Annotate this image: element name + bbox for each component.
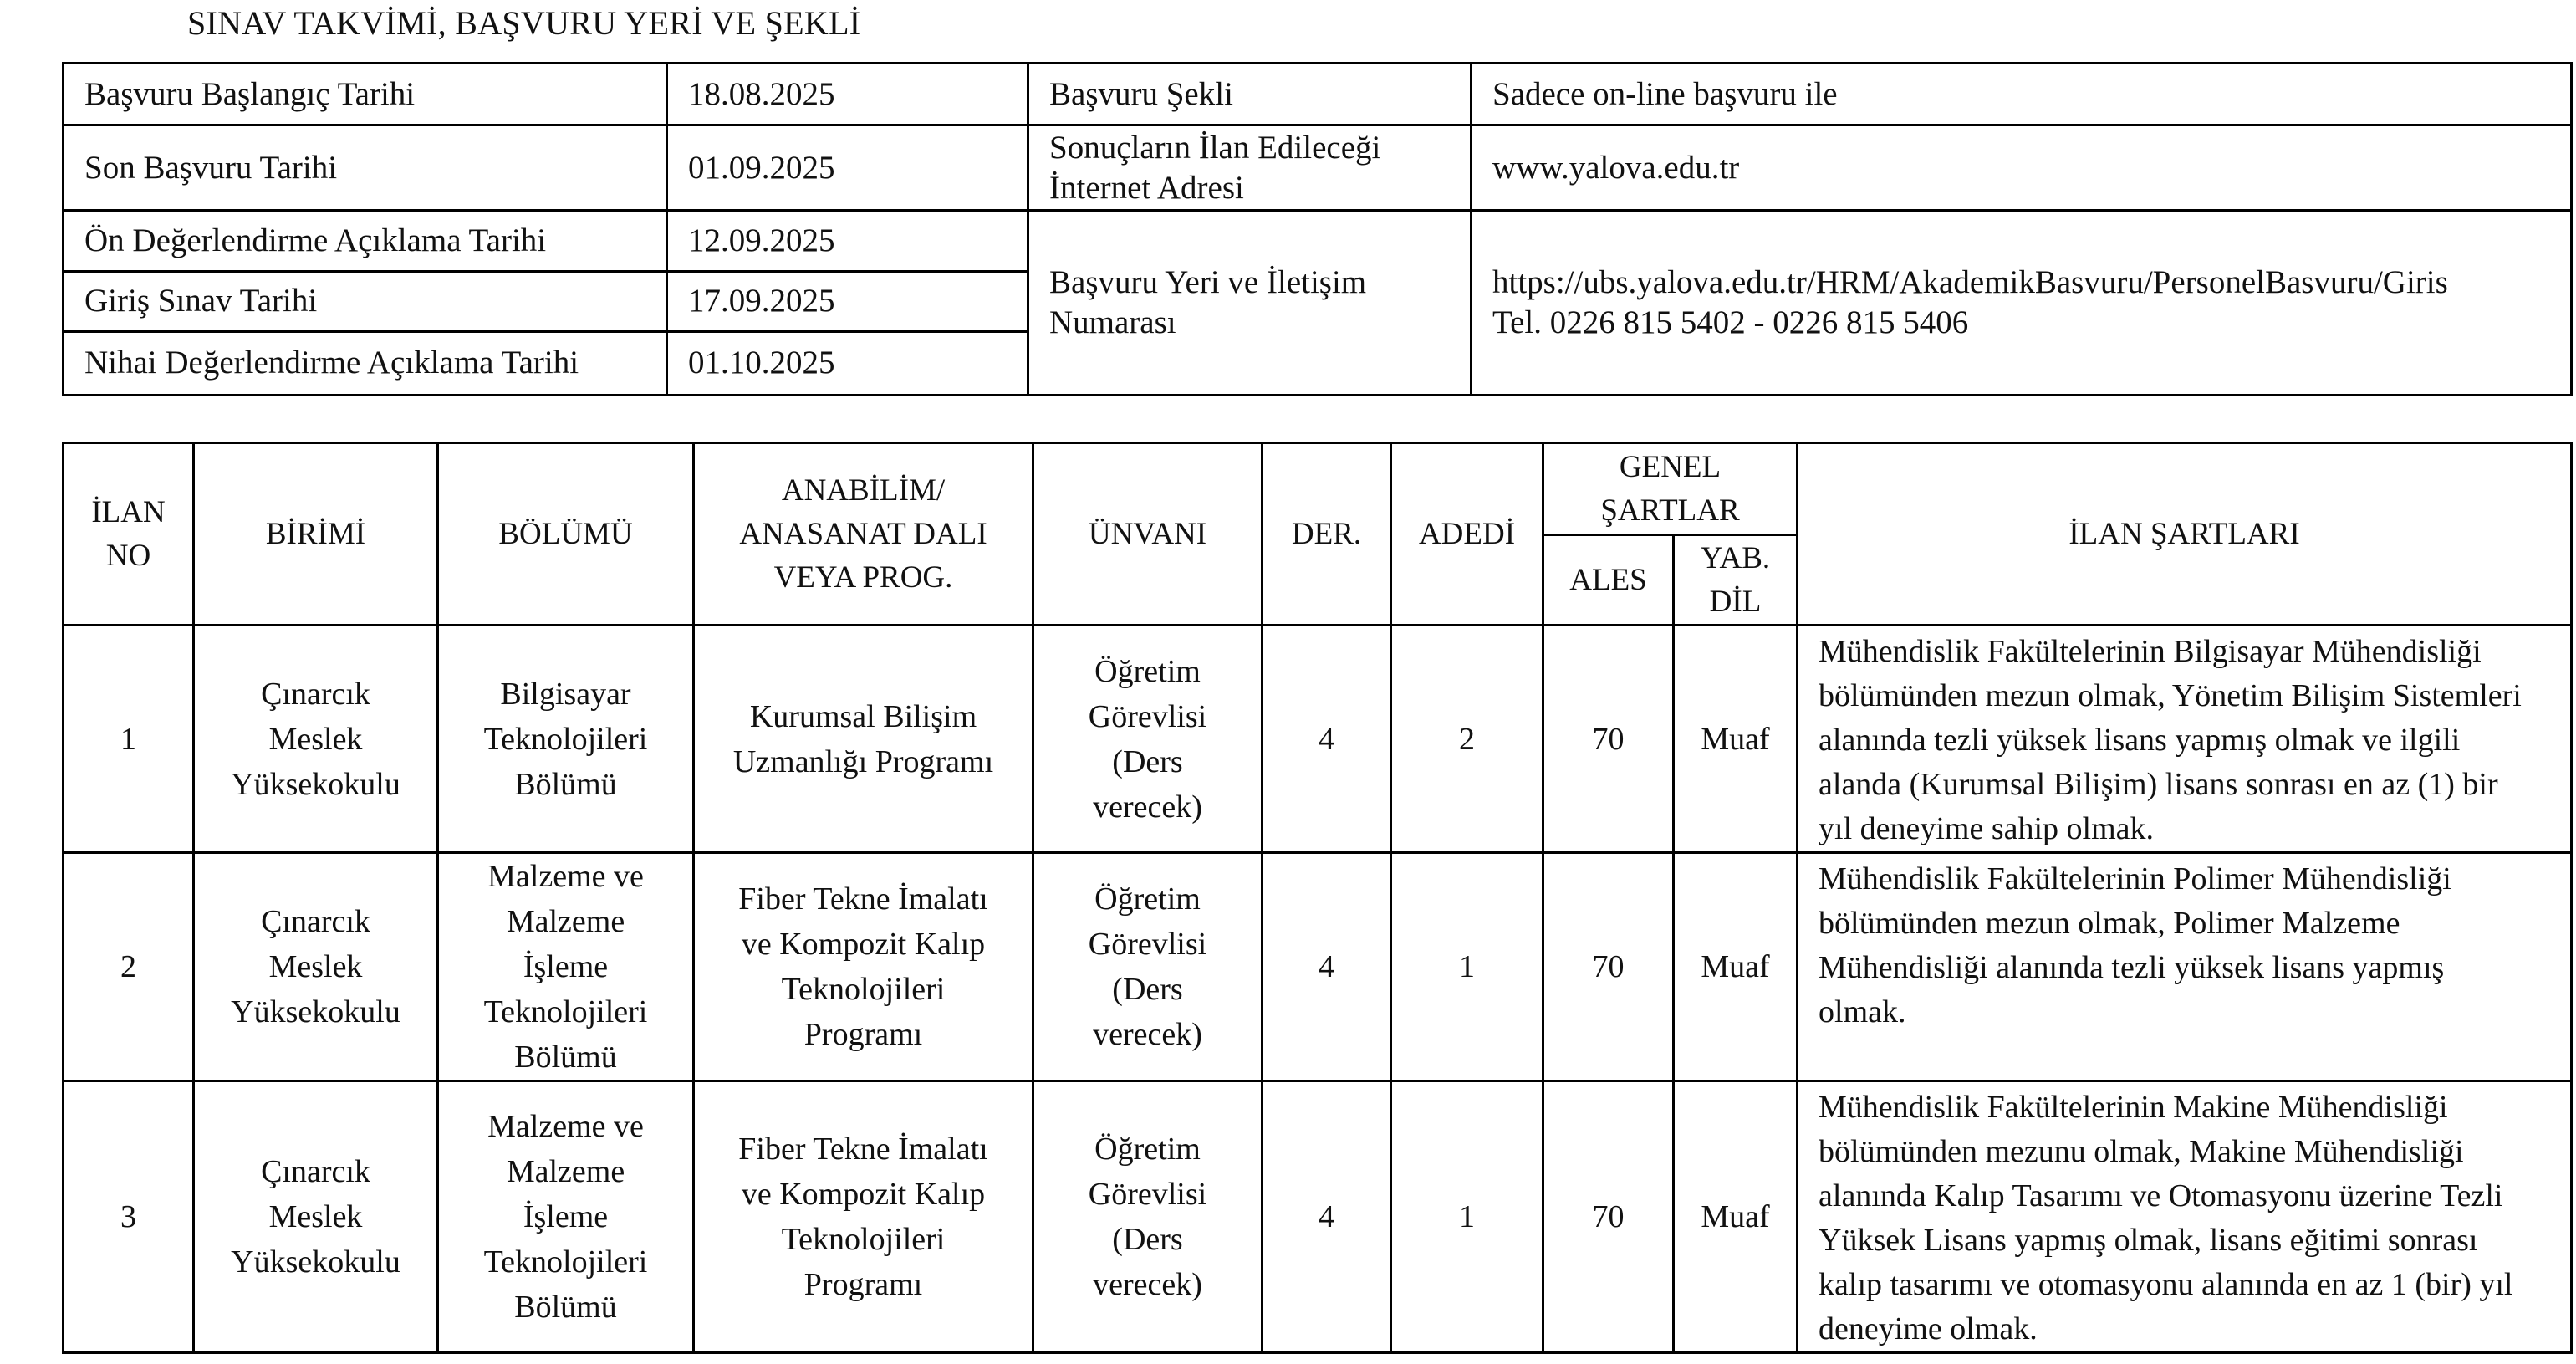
- header-line: NO: [105, 538, 151, 573]
- cell-line: Görevlisi: [1088, 698, 1207, 734]
- table-row: [64, 626, 2572, 853]
- place-label-line: Başvuru Yeri ve İletişim: [1049, 264, 1367, 301]
- cell-yab-dil: Muaf: [1674, 853, 1798, 1081]
- start-date-label: Başvuru Başlangıç Tarihi: [64, 64, 667, 125]
- cell-adet: 1: [1391, 853, 1543, 1081]
- cell-line: bölümünden mezun olmak, Polimer Malzeme: [1819, 906, 2400, 941]
- cell-adet: 2: [1391, 626, 1543, 853]
- header-der: DER.: [1262, 443, 1391, 626]
- cell-line: Meslek: [268, 1199, 363, 1234]
- cell-line: alanda (Kurumsal Bilişim) lisans sonrası en az (1) bir: [1819, 767, 2498, 802]
- final-label: Nihai Değerlendirme Açıklama Tarihi: [64, 331, 667, 395]
- cell-bolum: [438, 1081, 694, 1353]
- cell-line: Malzeme: [506, 904, 625, 939]
- cell-line: Malzeme ve: [487, 859, 644, 894]
- start-date-value: 18.08.2025: [667, 64, 1028, 125]
- cell-bolum: [438, 853, 694, 1081]
- table-row: [64, 853, 2572, 1081]
- preeval-label: Ön Değerlendirme Açıklama Tarihi: [64, 211, 667, 271]
- cell-line: kalıp tasarımı ve otomasyonu alanında en az 1 (bir) yıl: [1819, 1267, 2513, 1302]
- cell-line: bölümünden mezunu olmak, Makine Mühendisliği: [1819, 1134, 2464, 1169]
- preeval-value: 12.09.2025: [667, 211, 1028, 271]
- method-value: Sadece on-line başvuru ile: [1472, 64, 2572, 125]
- cell-line: alanında Kalıp Tasarımı ve Otomasyonu üzerine Tezli: [1819, 1178, 2503, 1213]
- cell-ilan-sartlari: [1798, 1081, 2572, 1353]
- cell-line: İşleme: [523, 949, 609, 984]
- cell-line: Teknolojileri: [483, 994, 648, 1029]
- cell-line: Malzeme: [506, 1154, 625, 1189]
- cell-ales: 70: [1543, 1081, 1674, 1353]
- header-genel-sartlar: [1543, 443, 1798, 535]
- table-row: [64, 1081, 2572, 1353]
- cell-line: Yüksekokulu: [231, 766, 400, 802]
- cell-no: 3: [64, 1081, 194, 1353]
- cell-line: Mühendislik Fakültelerinin Bilgisayar Mühendisliği: [1819, 634, 2482, 669]
- header-adet: ADEDİ: [1391, 443, 1543, 626]
- deadline-label: Son Başvuru Tarihi: [64, 125, 667, 211]
- cell-line: Görevlisi: [1088, 927, 1207, 962]
- cell-line: Programı: [803, 1267, 923, 1302]
- cell-line: Teknolojileri: [781, 972, 946, 1007]
- cell-line: (Ders: [1112, 1222, 1183, 1257]
- exam-label: Giriş Sınav Tarihi: [64, 271, 667, 331]
- cell-program: [694, 853, 1033, 1081]
- cell-line: Uzmanlığı Programı: [732, 743, 994, 779]
- header-ilan-no: [64, 443, 194, 626]
- cell-no: 1: [64, 626, 194, 853]
- header-line: VEYA PROG.: [773, 559, 953, 595]
- header-bolum: BÖLÜMÜ: [438, 443, 694, 626]
- cell-line: Mühendislik Fakültelerinin Makine Mühendisliği: [1819, 1090, 2448, 1125]
- place-label-line: Numarası: [1049, 304, 1176, 341]
- cell-line: Yüksekokulu: [231, 994, 400, 1029]
- cell-line: Teknolojileri: [781, 1222, 946, 1257]
- cell-line: Öğretim: [1094, 881, 1201, 917]
- place-label: [1028, 211, 1472, 396]
- header-line: ŞARTLAR: [1600, 493, 1740, 528]
- cell-line: yıl deneyime sahip olmak.: [1819, 811, 2155, 846]
- cell-line: Çınarcık: [261, 1154, 370, 1189]
- deadline-value: 01.09.2025: [667, 125, 1028, 211]
- header-line: DİL: [1709, 584, 1762, 619]
- cell-line: Görevlisi: [1088, 1177, 1207, 1212]
- results-label-line: Sonuçların İlan Edileceği: [1049, 129, 1381, 166]
- header-line: ANABİLİM/: [781, 473, 946, 508]
- cell-line: Öğretim: [1094, 653, 1201, 689]
- cell-line: verecek): [1093, 1017, 1202, 1052]
- header-line: İLAN: [91, 494, 166, 529]
- cell-line: olmak.: [1819, 994, 1906, 1029]
- header-yab-dil: [1674, 535, 1798, 626]
- cell-line: Fiber Tekne İmalatı: [738, 881, 988, 917]
- cell-ilan-sartlari: [1798, 626, 2572, 853]
- contact-phone: Tel. 0226 815 5402 - 0226 815 5406: [1492, 304, 1969, 341]
- header-ales: ALES: [1543, 535, 1674, 626]
- cell-line: Çınarcık: [261, 904, 370, 939]
- cell-line: İşleme: [523, 1199, 609, 1234]
- cell-yab-dil: Muaf: [1674, 626, 1798, 853]
- cell-adet: 1: [1391, 1081, 1543, 1353]
- listing-table: [62, 442, 2573, 1354]
- cell-unvan: [1033, 626, 1262, 853]
- cell-line: Programı: [803, 1017, 923, 1052]
- cell-line: verecek): [1093, 1267, 1202, 1302]
- section-heading: SINAV TAKVİMİ, BAŞVURU YERİ VE ŞEKLİ: [187, 4, 861, 42]
- cell-line: Meslek: [268, 721, 363, 757]
- cell-line: Bölümü: [514, 1290, 617, 1325]
- cell-line: Yüksekokulu: [231, 1244, 400, 1280]
- cell-unvan: [1033, 853, 1262, 1081]
- cell-line: bölümünden mezun olmak, Yönetim Bilişim Sistemleri: [1819, 678, 2522, 713]
- cell-line: Bölümü: [514, 1040, 617, 1075]
- cell-line: Teknolojileri: [483, 721, 648, 757]
- cell-line: Mühendislik Fakültelerinin Polimer Mühendisliği: [1819, 861, 2451, 897]
- cell-line: Bilgisayar: [500, 676, 631, 712]
- cell-line: Öğretim: [1094, 1132, 1201, 1167]
- header-birim: BİRİMİ: [194, 443, 438, 626]
- cell-unvan: [1033, 1081, 1262, 1353]
- cell-birim: [194, 626, 438, 853]
- header-line: YAB.: [1700, 540, 1771, 575]
- header-anabilim: [694, 443, 1033, 626]
- cell-line: Kurumsal Bilişim: [749, 698, 977, 734]
- header-ilan-sartlari: İLAN ŞARTLARI: [1798, 443, 2572, 626]
- results-value: www.yalova.edu.tr: [1472, 125, 2572, 211]
- cell-ilan-sartlari: [1798, 853, 2572, 1081]
- calendar-table: [62, 62, 2573, 396]
- exam-value: 17.09.2025: [667, 271, 1028, 331]
- header-line: GENEL: [1619, 449, 1722, 484]
- final-value: 01.10.2025: [667, 331, 1028, 395]
- cell-program: [694, 1081, 1033, 1353]
- place-value: [1472, 211, 2572, 396]
- cell-line: Teknolojileri: [483, 1244, 648, 1280]
- results-label-line: İnternet Adresi: [1049, 169, 1244, 206]
- cell-der: 4: [1262, 1081, 1391, 1353]
- cell-ales: 70: [1543, 853, 1674, 1081]
- cell-line: Çınarcık: [261, 676, 370, 712]
- cell-birim: [194, 1081, 438, 1353]
- cell-line: deneyime olmak.: [1819, 1311, 2038, 1346]
- cell-line: (Ders: [1112, 743, 1183, 779]
- results-label: [1028, 125, 1472, 211]
- cell-no: 2: [64, 853, 194, 1081]
- cell-line: Fiber Tekne İmalatı: [738, 1132, 988, 1167]
- cell-line: Malzeme ve: [487, 1109, 644, 1144]
- cell-line: ve Kompozit Kalıp: [741, 927, 986, 962]
- cell-line: Meslek: [268, 949, 363, 984]
- cell-ales: 70: [1543, 626, 1674, 853]
- cell-yab-dil: Muaf: [1674, 1081, 1798, 1353]
- cell-line: Bölümü: [514, 766, 617, 802]
- cell-line: Yüksek Lisans yapmış olmak, lisans eğitimi sonrası: [1819, 1223, 2478, 1258]
- cell-line: alanında tezli yüksek lisans yapmış olmak ve ilgili: [1819, 723, 2461, 758]
- application-url: https://ubs.yalova.edu.tr/HRM/AkademikBasvuru/PersonelBasvuru/Giris: [1492, 264, 2448, 301]
- cell-birim: [194, 853, 438, 1081]
- cell-der: 4: [1262, 626, 1391, 853]
- cell-line: Mühendisliği alanında tezli yüksek lisans yapmış: [1819, 950, 2445, 985]
- cell-line: verecek): [1093, 789, 1202, 825]
- header-line: ANASANAT DALI: [739, 516, 987, 551]
- cell-bolum: [438, 626, 694, 853]
- cell-program: [694, 626, 1033, 853]
- method-label: Başvuru Şekli: [1028, 64, 1472, 125]
- cell-line: ve Kompozit Kalıp: [741, 1177, 986, 1212]
- cell-der: 4: [1262, 853, 1391, 1081]
- cell-line: (Ders: [1112, 972, 1183, 1007]
- header-unvan: ÜNVANI: [1033, 443, 1262, 626]
